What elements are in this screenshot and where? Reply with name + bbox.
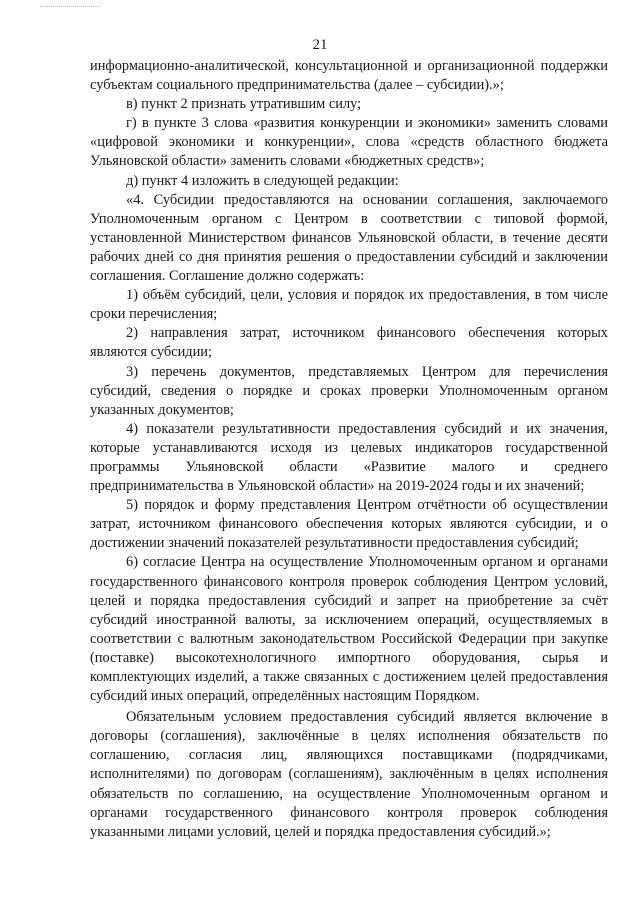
list-item: 6) согласие Центра на осуществление Уполномоченным органом и органами государственного финансового контроля проверок соблюдения Центром условий, целей и порядка предоставления субсидий и запрет на приобретение за счёт субсидий иностранной валюты, за исключением операций, осуществляемых в соответствии с валютным законодательством Российской Федерации при закупке (поставке) высокотехнологичного импортного оборудования, сырья и комплектующих изделий, а также связанных с достижением целей предоставления субсидий иных операций, определённых настоящим Порядком.	[90, 554, 608, 705]
list-item: 4) показатели результативности предоставления субсидий и их значения, которые устанавливаются исходя из целевых индикаторов государственной программы Ульяновской области «Развитие малого и среднего предпринимательства в Ульяновской области» на 2019-2024 годы и их значений;	[90, 420, 608, 495]
document-body	[90, 57, 608, 842]
paragraph: в) пункт 2 признать утратившим силу;	[126, 96, 362, 113]
list-item: 3) перечень документов, представляемых Центром для перечисления субсидий, сведения о порядке и сроках проверки Уполномоченным органом указанных документов;	[90, 363, 608, 418]
list-item: 5) порядок и форму представления Центром отчётности об осуществлении затрат, источником финансового обеспечения которых являются субсидии, и о достижении значений показателей результативности предоставления субсидий;	[90, 497, 608, 552]
paragraph: Обязательным условием предоставления субсидий является включение в договоры (соглашения), заключённые в целях исполнения обязательств по соглашению, согласия лиц, являющихся поставщиками (подрядчиками, исполнителями) по договорам (соглашениям), заключённым в целях исполнения обязательств по соглашению, на осуществление Уполномоченным органом и органами государственного финансового контроля проверок соблюдения указанными лицами условий, целей и порядка предоставления субсидий.»;	[90, 709, 608, 840]
paragraph: информационно-аналитической, консультационной и организационной поддержки субъектам социального предпринимательства (далее – субсидии).»;	[90, 58, 608, 94]
paragraph: г) в пункте 3 слова «развития конкуренции и экономики» заменить словами «цифровой экономики и конкуренции», слова «средств областного бюджета Ульяновской области» заменить словами «бюджетных средств»;	[90, 115, 608, 170]
list-item: 1) объём субсидий, цели, условия и порядок их предоставления, в том числе сроки перечисления;	[90, 287, 608, 323]
list-item: 2) направления затрат, источником финансового обеспечения которых являются субсидии;	[90, 325, 608, 361]
paragraph: «4. Субсидии предоставляются на основании соглашения, заключаемого Уполномоченным органом с Центром в соответствии с типовой формой, установленной Министерством финансов Ульяновской области, в течение десяти рабочих дней со дня принятия решения о предоставлении субсидий и заключении соглашения. Соглашение должно содержать:	[90, 191, 608, 285]
paragraph: д) пункт 4 изложить в следующей редакции:	[126, 172, 399, 189]
page-number: 21	[312, 37, 328, 53]
scan-artifact	[40, 6, 100, 8]
